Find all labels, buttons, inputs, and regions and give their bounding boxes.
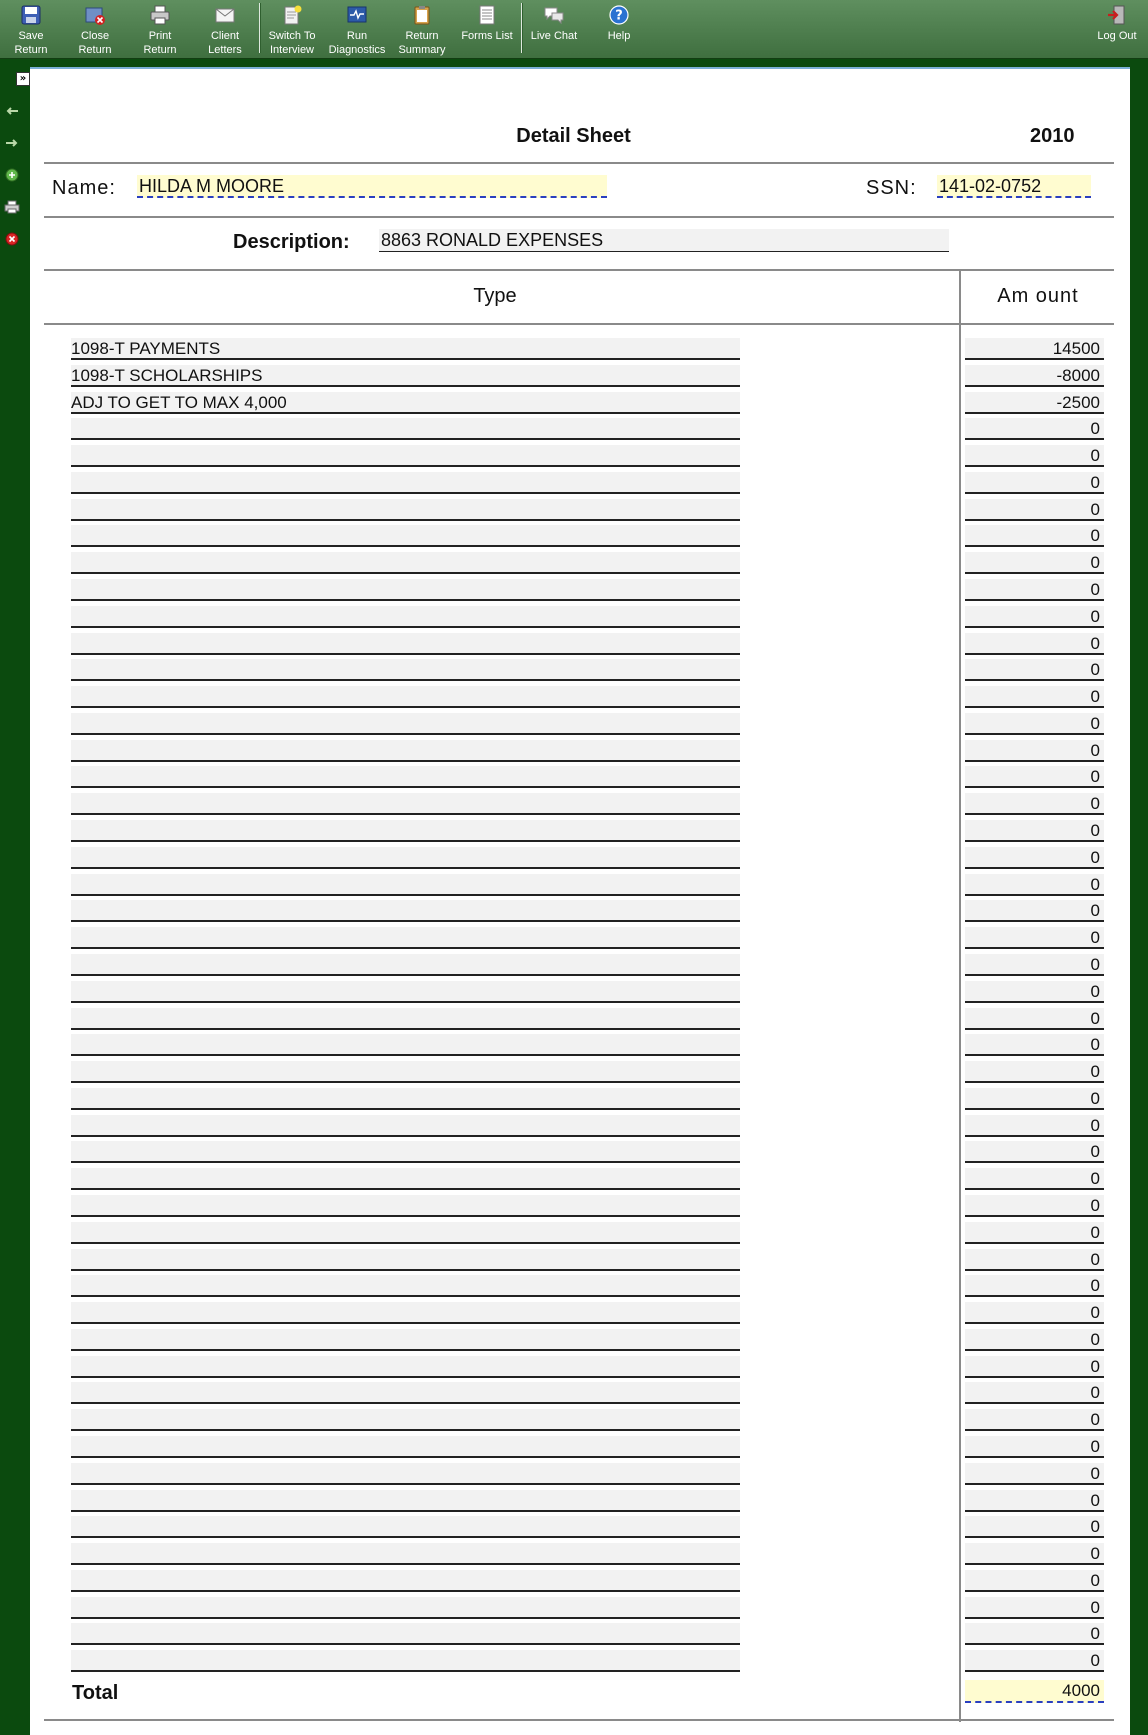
type-field[interactable]: 1098-T SCHOLARSHIPS [71, 365, 740, 387]
amount-field[interactable]: 0 [965, 418, 1104, 440]
amount-field[interactable]: 0 [965, 954, 1104, 976]
amount-field[interactable]: 0 [965, 1570, 1104, 1592]
log-out-button[interactable]: Log Out [1086, 2, 1148, 56]
clipboard-icon [411, 4, 433, 26]
amount-field[interactable]: 14500 [965, 338, 1104, 360]
amount-field[interactable]: 0 [965, 1088, 1104, 1110]
type-field[interactable] [71, 686, 740, 708]
total-value[interactable]: 4000 [965, 1680, 1104, 1703]
close-return-button[interactable]: Close Return [64, 2, 126, 56]
type-field[interactable] [71, 1597, 740, 1619]
type-field[interactable] [71, 1409, 740, 1431]
amount-field[interactable]: 0 [965, 1141, 1104, 1163]
type-field[interactable] [71, 1141, 740, 1163]
divider [44, 1719, 1114, 1721]
name-label: Name: [52, 177, 116, 199]
type-field[interactable] [71, 1168, 740, 1190]
type-field[interactable] [71, 740, 740, 762]
amount-field[interactable]: 0 [965, 820, 1104, 842]
divider [44, 269, 1114, 271]
type-field[interactable] [71, 1570, 740, 1592]
main-toolbar [0, 0, 1148, 59]
type-field[interactable] [71, 1516, 740, 1538]
switch-to-interview-button[interactable]: Switch To Interview [261, 2, 323, 56]
forms-list-button[interactable]: Forms List [456, 2, 518, 56]
delete-icon[interactable] [4, 231, 20, 247]
amount-field[interactable]: 0 [965, 766, 1104, 788]
amount-field[interactable]: 0 [965, 1168, 1104, 1190]
amount-field[interactable]: -2500 [965, 392, 1104, 414]
envelope-icon [214, 4, 236, 26]
ssn-label: SSN: [866, 177, 917, 199]
amount-field[interactable]: 0 [965, 1490, 1104, 1512]
divider [44, 162, 1114, 164]
amount-field[interactable]: 0 [965, 659, 1104, 681]
type-field[interactable] [71, 1543, 740, 1565]
toolbar-separator [259, 3, 260, 53]
amount-field[interactable]: 0 [965, 1597, 1104, 1619]
amount-field[interactable]: 0 [965, 1034, 1104, 1056]
amount-field[interactable]: 0 [965, 981, 1104, 1003]
type-field[interactable] [71, 1115, 740, 1137]
back-arrow-icon[interactable] [4, 103, 20, 119]
amount-field[interactable]: 0 [965, 1275, 1104, 1297]
page-title: Detail Sheet [516, 125, 631, 147]
live-chat-button[interactable]: Live Chat [523, 2, 585, 56]
type-field[interactable] [71, 793, 740, 815]
left-rail [0, 58, 28, 1733]
type-field[interactable] [71, 900, 740, 922]
type-field[interactable] [71, 633, 740, 655]
divider [44, 216, 1114, 218]
type-field[interactable] [71, 659, 740, 681]
print-return-button[interactable]: Print Return [129, 2, 191, 56]
amount-field[interactable]: 0 [965, 1195, 1104, 1217]
amount-field[interactable]: 0 [965, 1356, 1104, 1378]
type-field[interactable] [71, 847, 740, 869]
amount-field[interactable]: 0 [965, 1650, 1104, 1672]
amount-field[interactable]: 0 [965, 499, 1104, 521]
amount-field[interactable]: 0 [965, 606, 1104, 628]
type-field[interactable] [71, 713, 740, 735]
type-field[interactable] [71, 579, 740, 601]
amount-field[interactable]: 0 [965, 1409, 1104, 1431]
type-field[interactable] [71, 1008, 740, 1030]
return-summary-button[interactable]: Return Summary [391, 2, 453, 56]
type-field[interactable] [71, 552, 740, 574]
logout-icon [1106, 4, 1128, 26]
type-field[interactable] [71, 525, 740, 547]
total-label: Total [72, 1682, 119, 1704]
amount-field[interactable]: -8000 [965, 365, 1104, 387]
detail-sheet-page [30, 67, 1130, 1735]
amount-field[interactable]: 0 [965, 740, 1104, 762]
type-field[interactable] [71, 606, 740, 628]
chat-icon [543, 4, 565, 26]
type-field[interactable] [71, 1356, 740, 1378]
type-field[interactable] [71, 1490, 740, 1512]
type-field[interactable] [71, 1463, 740, 1485]
type-field[interactable] [71, 766, 740, 788]
type-field[interactable] [71, 1650, 740, 1672]
amount-field[interactable]: 0 [965, 713, 1104, 735]
interview-icon [281, 4, 303, 26]
add-icon[interactable] [4, 167, 20, 183]
run-diagnostics-button[interactable]: Run Diagnostics [326, 2, 388, 56]
amount-field[interactable]: 0 [965, 1008, 1104, 1030]
type-field[interactable] [71, 499, 740, 521]
amount-field[interactable]: 0 [965, 445, 1104, 467]
amount-field[interactable]: 0 [965, 927, 1104, 949]
column-divider [959, 270, 961, 1722]
amount-field[interactable]: 0 [965, 1516, 1104, 1538]
amount-field[interactable]: 0 [965, 1222, 1104, 1244]
type-field[interactable]: 1098-T PAYMENTS [71, 338, 740, 360]
amount-field[interactable]: 0 [965, 1115, 1104, 1137]
type-field[interactable] [71, 445, 740, 467]
amount-field[interactable]: 0 [965, 686, 1104, 708]
expand-panel-button[interactable]: » [16, 72, 30, 86]
amount-field[interactable]: 0 [965, 1249, 1104, 1271]
help-button[interactable]: ? Help [588, 2, 650, 56]
amount-field[interactable]: 0 [965, 847, 1104, 869]
amount-field[interactable]: 0 [965, 1623, 1104, 1645]
amount-field[interactable]: 0 [965, 1463, 1104, 1485]
diagnostics-icon [346, 4, 368, 26]
print-icon[interactable] [4, 199, 20, 215]
save-return-button[interactable]: Save Return [0, 2, 62, 56]
tax-year: 2010 [1030, 125, 1075, 147]
svg-text:?: ? [615, 8, 623, 24]
amount-field[interactable]: 0 [965, 793, 1104, 815]
type-field[interactable] [71, 1034, 740, 1056]
save-icon [20, 4, 42, 26]
type-field[interactable] [71, 1061, 740, 1083]
type-field[interactable] [71, 981, 740, 1003]
type-field[interactable] [71, 1382, 740, 1404]
amount-field[interactable]: 0 [965, 874, 1104, 896]
amount-field[interactable]: 0 [965, 1329, 1104, 1351]
type-field[interactable] [71, 874, 740, 896]
type-field[interactable] [71, 472, 740, 494]
type-column-header: Type [473, 285, 517, 307]
forward-arrow-icon[interactable] [4, 135, 20, 151]
type-field[interactable] [71, 1302, 740, 1324]
divider [44, 323, 1114, 325]
type-field[interactable] [71, 1222, 740, 1244]
amount-column-header: Am ount [997, 285, 1079, 307]
type-field[interactable] [71, 820, 740, 842]
amount-field[interactable]: 0 [965, 1436, 1104, 1458]
type-field[interactable] [71, 954, 740, 976]
name-field[interactable]: HILDA M MOORE [137, 175, 607, 198]
amount-field[interactable]: 0 [965, 1382, 1104, 1404]
toolbar-separator [521, 3, 522, 53]
type-field[interactable] [71, 1088, 740, 1110]
amount-field[interactable]: 0 [965, 1302, 1104, 1324]
ssn-field[interactable]: 141-02-0752 [937, 175, 1091, 198]
type-field[interactable] [71, 1623, 740, 1645]
amount-field[interactable]: 0 [965, 633, 1104, 655]
amount-field[interactable]: 0 [965, 1543, 1104, 1565]
forms-list-icon [476, 4, 498, 26]
type-field[interactable] [71, 927, 740, 949]
close-return-icon [84, 4, 106, 26]
amount-field[interactable]: 0 [965, 552, 1104, 574]
client-letters-button[interactable]: Client Letters [194, 2, 256, 56]
type-field[interactable] [71, 1275, 740, 1297]
type-field[interactable] [71, 1195, 740, 1217]
amount-field[interactable]: 0 [965, 472, 1104, 494]
amount-field[interactable]: 0 [965, 900, 1104, 922]
amount-field[interactable]: 0 [965, 579, 1104, 601]
description-label: Description: [233, 231, 350, 253]
description-field[interactable]: 8863 RONALD EXPENSES [379, 229, 949, 252]
type-field[interactable] [71, 1329, 740, 1351]
type-field[interactable] [71, 418, 740, 440]
amount-field[interactable]: 0 [965, 525, 1104, 547]
type-field[interactable] [71, 1436, 740, 1458]
amount-field[interactable]: 0 [965, 1061, 1104, 1083]
printer-icon [149, 4, 171, 26]
type-field[interactable] [71, 1249, 740, 1271]
type-field[interactable]: ADJ TO GET TO MAX 4,000 [71, 392, 740, 414]
help-icon [608, 4, 630, 26]
